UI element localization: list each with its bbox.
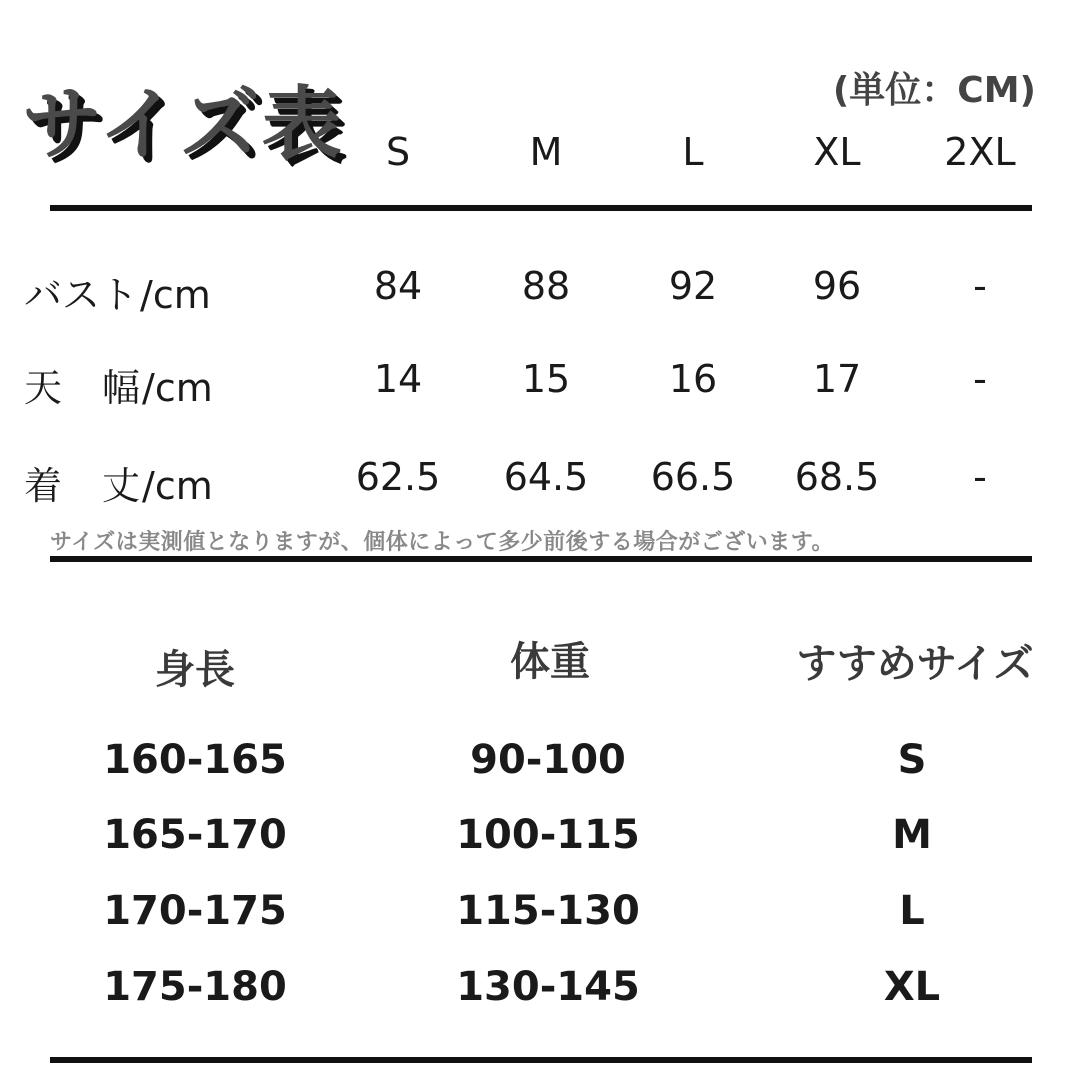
size-header-2xl: 2XL bbox=[944, 130, 1016, 174]
rec-height-3: 170-175 bbox=[103, 888, 287, 934]
width-l: 16 bbox=[668, 357, 718, 401]
size-header-l: L bbox=[682, 130, 704, 174]
row-label-width-char1: 天 bbox=[24, 366, 63, 410]
length-m: 64.5 bbox=[503, 455, 589, 499]
row-label-width bbox=[24, 357, 213, 412]
rec-size-2: M bbox=[892, 812, 932, 858]
size-header-m: M bbox=[529, 130, 563, 174]
rec-height-1: 160-165 bbox=[103, 737, 287, 783]
row-label-width-char2: 幅 bbox=[102, 366, 141, 410]
size-header-xl: XL bbox=[813, 130, 861, 174]
row-label-bust-unit: /cm bbox=[140, 273, 211, 317]
rec-header-weight: 体重 bbox=[510, 639, 590, 685]
row-label-bust-name: バスト bbox=[24, 273, 139, 317]
width-s: 14 bbox=[373, 357, 423, 401]
bust-s: 84 bbox=[373, 264, 423, 308]
page-title: サイズ表 bbox=[22, 78, 344, 171]
rec-weight-2: 100-115 bbox=[456, 812, 640, 858]
width-xl: 17 bbox=[812, 357, 862, 401]
width-m: 15 bbox=[521, 357, 571, 401]
rec-weight-1: 90-100 bbox=[470, 737, 626, 783]
length-2xl: - bbox=[973, 455, 987, 499]
row-label-length-unit: /cm bbox=[142, 464, 213, 508]
rec-size-4: XL bbox=[883, 964, 941, 1010]
middle-divider bbox=[50, 556, 1032, 562]
length-l: 66.5 bbox=[650, 455, 736, 499]
row-label-width-unit: /cm bbox=[142, 366, 213, 410]
unit-label: (単位：CM) bbox=[832, 70, 1036, 111]
length-s: 62.5 bbox=[355, 455, 441, 499]
size-header-s: S bbox=[385, 130, 411, 174]
rec-weight-3: 115-130 bbox=[456, 888, 640, 934]
rec-height-2: 165-170 bbox=[103, 812, 287, 858]
row-label-length bbox=[24, 455, 213, 510]
width-2xl: - bbox=[973, 357, 987, 401]
bottom-divider bbox=[50, 1057, 1032, 1063]
row-label-length-char2: 丈 bbox=[102, 464, 141, 508]
measurement-note: サイズは実測値となりますが、個体によって多少前後する場合がございます。 bbox=[50, 530, 834, 555]
rec-weight-4: 130-145 bbox=[456, 964, 640, 1010]
bust-2xl: - bbox=[973, 264, 987, 308]
rec-header-height: 身長 bbox=[155, 647, 235, 693]
rec-height-4: 175-180 bbox=[103, 964, 287, 1010]
rec-size-1: S bbox=[897, 737, 927, 783]
rec-header-size: すすめサイズ bbox=[796, 641, 1034, 687]
bust-xl: 96 bbox=[812, 264, 862, 308]
top-divider bbox=[50, 205, 1032, 211]
rec-size-3: L bbox=[899, 888, 925, 934]
length-xl: 68.5 bbox=[794, 455, 880, 499]
bust-l: 92 bbox=[668, 264, 718, 308]
row-label-length-char1: 着 bbox=[24, 464, 63, 508]
row-label-bust bbox=[24, 264, 211, 319]
bust-m: 88 bbox=[521, 264, 571, 308]
